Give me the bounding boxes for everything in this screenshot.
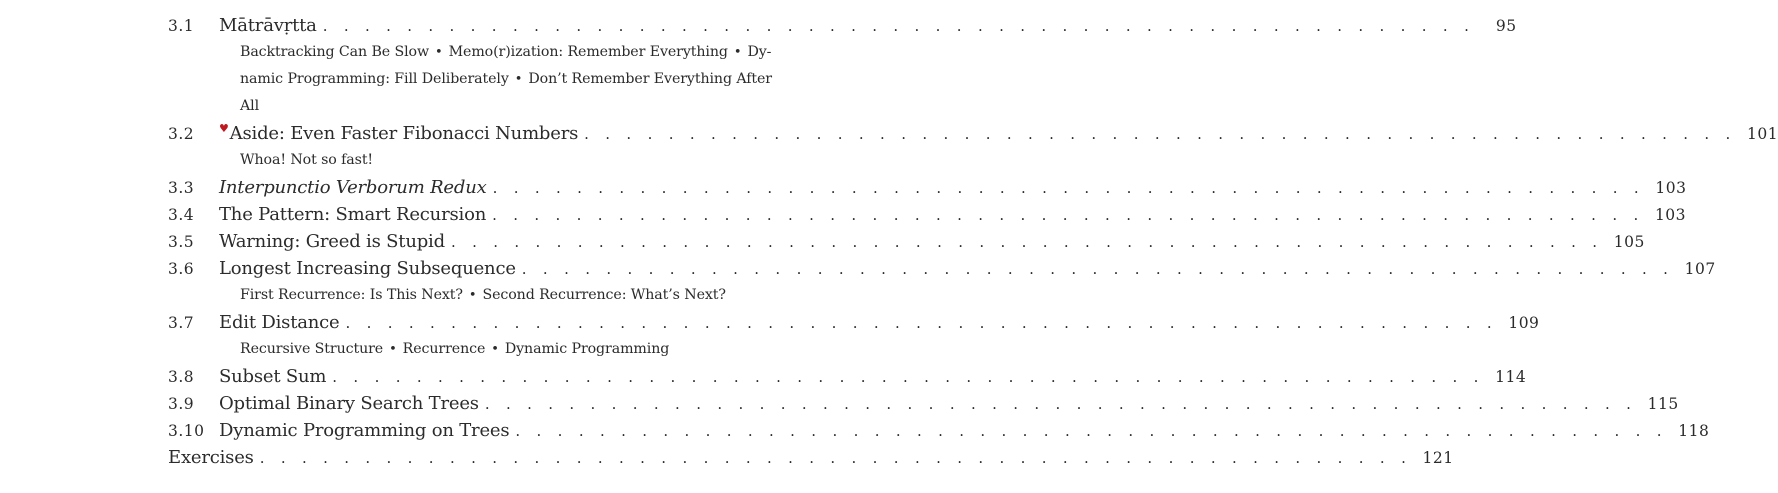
section-title[interactable]: Edit Distance <box>219 312 340 333</box>
page-number: 95 <box>1495 17 1517 35</box>
dot-leader: . . . . . . . . . . . . . . . . . . . . . . . . . . . . . . . . . . . . . . . . . . . . . . . . . . . . . . . <box>521 260 1674 278</box>
page-number: 118 <box>1678 422 1710 440</box>
bullet-separator: • <box>435 45 443 60</box>
bullet-separator: • <box>733 45 742 60</box>
bullet-separator: • <box>389 342 397 357</box>
page-number: 107 <box>1684 260 1716 278</box>
toc-entry-3-10[interactable] <box>168 417 1710 444</box>
section-title-text: Aside: Even Faster Fibonacci Numbers <box>229 123 579 144</box>
page-number: 103 <box>1655 179 1687 197</box>
subsection-item[interactable]: Backtracking Can Be Slow <box>240 44 430 60</box>
toc-entry-exercises[interactable] <box>168 444 1454 471</box>
toc-entry-3-1[interactable] <box>168 12 1517 39</box>
dot-leader: . . . . . . . . . . . . . . . . . . . . . . . . . . . . . . . . . . . . . . . . . . . . . . . . . . . . . . . <box>345 314 1498 332</box>
section-number: 3.9 <box>168 395 195 413</box>
section-title[interactable]: Optimal Binary Search Trees <box>219 393 479 414</box>
subsection-item[interactable]: namic Programming: Fill Deliberately <box>240 71 509 87</box>
subsection-item[interactable]: Don’t Remember Everything After <box>528 71 772 87</box>
toc-entry-3-8[interactable] <box>168 363 1527 390</box>
subsection-list <box>240 336 800 363</box>
dot-leader: . . . . . . . . . . . . . . . . . . . . . . . . . . . . . . . . . . . . . . . . . . . . . . . . . . . . . . . <box>492 179 1645 197</box>
page-number: 115 <box>1647 395 1679 413</box>
heart-icon: ♥ <box>219 122 229 135</box>
subsection-list <box>240 147 800 174</box>
section-title[interactable]: The Pattern: Smart Recursion <box>219 204 487 225</box>
section-title[interactable]: Dynamic Programming on Trees <box>219 420 510 441</box>
subsection-list <box>240 282 800 309</box>
section-title[interactable]: Warning: Greed is Stupid <box>219 231 445 252</box>
subsection-item[interactable]: Memo(r)ization: Remember Everything <box>448 44 728 60</box>
section-title[interactable]: Subset Sum <box>219 366 327 387</box>
toc-entry-3-7[interactable] <box>168 309 1540 336</box>
toc-entry-3-3[interactable] <box>168 174 1687 201</box>
bullet-separator: • <box>491 342 499 357</box>
dot-leader: . . . . . . . . . . . . . . . . . . . . . . . . . . . . . . . . . . . . . . . . . . . . . . . . . . . . . . . <box>259 449 1412 467</box>
subsection-item[interactable]: Dynamic Programming <box>504 341 670 357</box>
dot-leader: . . . . . . . . . . . . . . . . . . . . . . . . . . . . . . . . . . . . . . . . . . . . . . . . . . . . . . . <box>492 206 1645 224</box>
subsection-item[interactable]: First Recurrence: Is This Next? <box>240 287 463 303</box>
section-title[interactable]: Longest Increasing Subsequence <box>219 258 516 279</box>
table-of-contents <box>168 12 1778 471</box>
bullet-separator: • <box>514 72 523 87</box>
section-number: 3.1 <box>168 17 195 35</box>
dot-leader: . . . . . . . . . . . . . . . . . . . . . . . . . . . . . . . . . . . . . . . . . . . . . . . . . . . . . . . <box>515 422 1668 440</box>
dot-leader: . . . . . . . . . . . . . . . . . . . . . . . . . . . . . . . . . . . . . . . . . . . . . . . . . . . . . . . <box>322 17 1475 35</box>
subsection-item[interactable]: Dy- <box>747 44 772 60</box>
page-number: 109 <box>1508 314 1540 332</box>
section-number: 3.10 <box>168 422 205 440</box>
dot-leader: . . . . . . . . . . . . . . . . . . . . . . . . . . . . . . . . . . . . . . . . . . . . . . . . . . . . . . . <box>450 233 1603 251</box>
section-number: 3.7 <box>168 314 195 332</box>
subsection-item[interactable]: All <box>240 98 260 114</box>
toc-entry-3-4[interactable] <box>168 201 1687 228</box>
section-number: 3.5 <box>168 233 195 251</box>
bullet-separator: • <box>468 288 477 303</box>
dot-leader: . . . . . . . . . . . . . . . . . . . . . . . . . . . . . . . . . . . . . . . . . . . . . . . . . . . . . . . <box>584 125 1737 143</box>
page-number: 101 <box>1746 125 1778 143</box>
section-title[interactable]: Mātrāvṛtta <box>219 15 317 36</box>
section-number: 3.2 <box>168 125 195 143</box>
section-title[interactable]: Interpunctio Verborum Redux <box>219 177 487 198</box>
dot-leader: . . . . . . . . . . . . . . . . . . . . . . . . . . . . . . . . . . . . . . . . . . . . . . . . . . . . . . . <box>484 395 1637 413</box>
subsection-list <box>240 39 800 120</box>
section-number: 3.8 <box>168 368 195 386</box>
toc-entry-3-2[interactable] <box>168 120 1778 147</box>
toc-entry-3-5[interactable] <box>168 228 1645 255</box>
subsection-item[interactable]: Whoa! Not so fast! <box>240 152 374 168</box>
section-number: 3.3 <box>168 179 195 197</box>
section-number: 3.4 <box>168 206 195 224</box>
page-number: 121 <box>1422 449 1454 467</box>
toc-entry-3-9[interactable] <box>168 390 1679 417</box>
section-title[interactable] <box>219 120 578 149</box>
page-number: 105 <box>1613 233 1645 251</box>
section-title[interactable]: Exercises <box>168 447 254 468</box>
subsection-item[interactable]: Recurrence <box>402 341 486 357</box>
page-number: 114 <box>1495 368 1527 386</box>
dot-leader: . . . . . . . . . . . . . . . . . . . . . . . . . . . . . . . . . . . . . . . . . . . . . . . . . . . . . . . <box>332 368 1485 386</box>
section-number: 3.6 <box>168 260 195 278</box>
page-number: 103 <box>1654 206 1687 224</box>
subsection-item[interactable]: Second Recurrence: What’s Next? <box>482 287 726 303</box>
subsection-item[interactable]: Recursive Structure <box>240 341 384 357</box>
toc-entry-3-6[interactable] <box>168 255 1716 282</box>
